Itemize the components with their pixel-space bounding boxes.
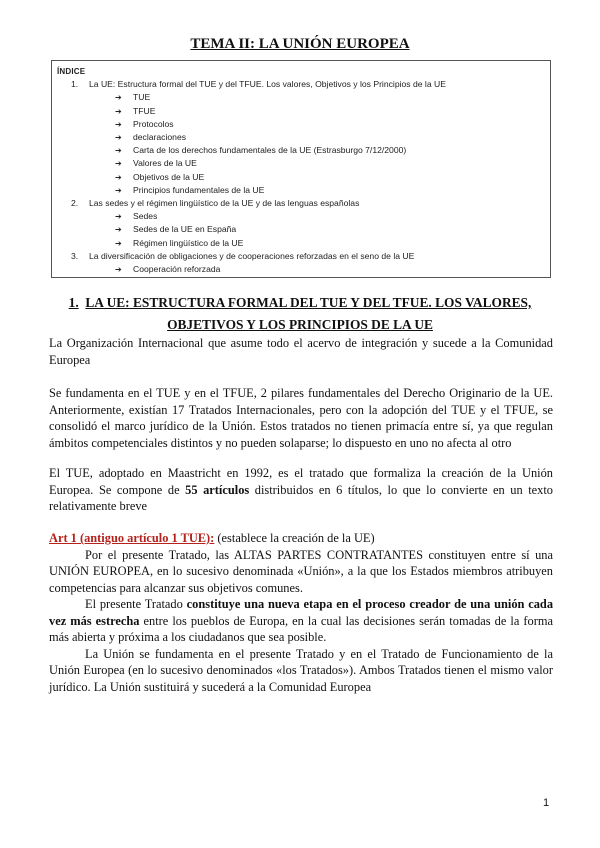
index-item-3: [57, 250, 545, 263]
bold-article-count: 55 artículos: [185, 482, 250, 497]
list-item: ➔ Cooperación reforzada: [57, 263, 545, 276]
section-number: 1.: [68, 295, 79, 310]
list-item: ➔ Sedes de la UE en España: [57, 223, 545, 236]
section-title-line-1: LA UE: ESTRUCTURA FORMAL DEL TUE Y DEL TFUE. LOS VALORES,: [85, 295, 532, 310]
arrow-right-icon: ➔: [115, 265, 122, 275]
list-item: ➔ declaraciones: [57, 131, 545, 144]
paragraph-tue: El TUE, adoptado en Maastricht en 1992, es el tratado que formaliza la creación de la Unión Europea. Se compone de 55 artículos distribuidos en 6 títulos, lo que lo convierte en un texto relativamente breve: [49, 466, 554, 513]
list-item: ➔ TUE: [57, 91, 545, 104]
page-number: 1: [543, 797, 550, 809]
article-note: (establece la creación de la UE): [214, 531, 375, 545]
index-item-1: [57, 78, 545, 91]
article-heading: [49, 530, 553, 547]
index-box: [51, 60, 551, 278]
index-item-2: [57, 197, 545, 210]
article-paragraph-3: La Unión se fundamenta en el presente Tratado y en el Tratado de Funcionamiento de la Unión Europea (en lo sucesivo denominados «los Tratados»). Ambos Tratados tienen el mismo valor jurídico. La Unión sustituirá y sucederá a la Comunidad Europea: [49, 646, 553, 694]
arrow-right-icon: ➔: [115, 146, 122, 156]
list-item: ➔ Carta de los derechos fundamentales de la UE (Estrasburgo 7/12/2000): [57, 144, 545, 157]
index-item-number: 3.: [71, 250, 79, 261]
arrow-right-icon: ➔: [115, 159, 122, 169]
index-item-text: La diversificación de obligaciones y de cooperaciones reforzadas en el seno de la UE: [89, 250, 415, 261]
index-heading: ÍNDICE: [57, 67, 86, 76]
arrow-right-icon: ➔: [115, 106, 122, 116]
list-item: ➔ TFUE: [57, 105, 545, 118]
index-sublist-2: [57, 210, 545, 250]
arrow-right-icon: ➔: [115, 212, 122, 222]
article-paragraph-1: Por el presente Tratado, las ALTAS PARTES CONTRATANTES constituyen entre sí una UNIÓN EUROPEA, en lo sucesivo denominada «Unión», a la que los Estados miembros atribuyen competencias para alcanzar sus objetivos comunes.: [49, 547, 553, 595]
list-item: ➔ Principios fundamentales de la UE: [57, 184, 545, 197]
index-item-number: 1.: [71, 79, 79, 90]
list-item: ➔ Valores de la UE: [57, 157, 545, 170]
index-item-text: Las sedes y el régimen lingüístico de la UE y de las lenguas españolas: [89, 198, 360, 209]
list-item: ➔ Objetivos de la UE: [57, 171, 545, 184]
document-title: TEMA II: LA UNIÓN EUROPEA: [190, 36, 410, 52]
index-item-number: 2.: [71, 198, 79, 209]
article-reference: Art 1 (antiguo artículo 1 TUE):: [49, 531, 215, 545]
article-paragraph-2: El presente Tratado constituye una nueva etapa en el proceso creador de una unión cada vez más estrecha entre los pueblos de Europa, en la cual las decisiones serán tomadas de la forma más abierta y próxima a los ciudadanos que sea posible.: [49, 597, 554, 644]
paragraph-intro: La Organización Internacional que asume todo el acervo de integración y sucede a la Comunidad Europea: [49, 336, 553, 367]
list-item: ➔ Sedes: [57, 210, 545, 223]
arrow-right-icon: ➔: [115, 119, 122, 129]
section-title: [50, 292, 550, 336]
arrow-right-icon: ➔: [115, 133, 122, 143]
arrow-right-icon: ➔: [115, 185, 122, 195]
arrow-right-icon: ➔: [115, 225, 122, 235]
index-sublist-3: [57, 263, 545, 276]
section-title-line-2: OBJETIVOS Y LOS PRINCIPIOS DE LA UE: [167, 317, 433, 332]
index-item-text: La UE: Estructura formal del TUE y del TFUE. Los valores, Objetivos y los Principios de la UE: [89, 79, 446, 90]
arrow-right-icon: ➔: [115, 238, 122, 248]
bold-emphasis: constituye una nueva etapa en el proceso creador de una unión cada vez más estrecha: [49, 597, 554, 628]
index-sublist-1: [57, 91, 545, 197]
list-item: ➔ Protocolos: [57, 118, 545, 131]
article-1-block: [49, 530, 553, 695]
list-item: ➔ Régimen lingüístico de la UE: [57, 237, 545, 250]
arrow-right-icon: ➔: [115, 172, 122, 182]
paragraph-foundation: Se fundamenta en el TUE y en el TFUE, 2 pilares fundamentales del Derecho Originario de la UE. Anteriormente, existían 17 Tratados Internacionales, pero con la adopción del TUE y el TFUE, se consolidó el marco jurídico de la Unión. Estos tratados no tienen primacía entre sí, ya que regulan ámbitos competenciales distintos y no pueden solaparse; lo dispuesto en uno no afecta al otro: [49, 386, 553, 450]
arrow-right-icon: ➔: [115, 93, 122, 103]
